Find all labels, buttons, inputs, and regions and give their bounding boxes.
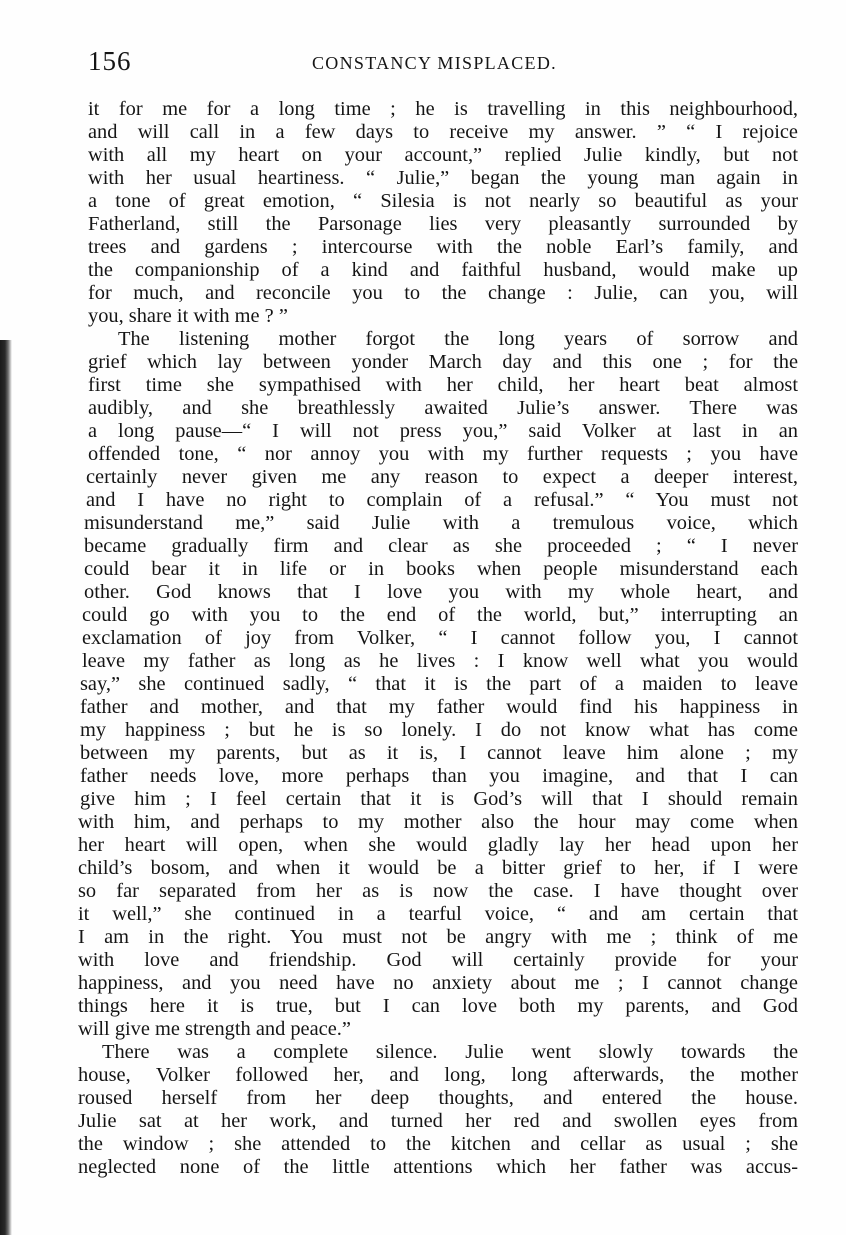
text-line: between my parents, but as it is, I cannot leave him alone ; my: [80, 742, 798, 764]
text-line: a tone of great emotion, “ Silesia is not nearly so beautiful as your: [88, 190, 798, 212]
text-line: her heart will open, when she would gladly lay her head upon her: [78, 834, 798, 856]
text-line: grief which lay between yonder March day and this one ; for the: [88, 351, 798, 373]
text-line: you, share it with me ? ”: [88, 305, 288, 327]
text-line: happiness, and you need have no anxiety about me ; I cannot change: [78, 972, 798, 994]
text-line: offended tone, “ nor annoy you with my further requests ; you have: [88, 443, 798, 465]
text-line: give him ; I feel certain that it is God’s will that I should remain: [80, 788, 798, 810]
text-line: other. God knows that I love you with my whole heart, and: [84, 581, 798, 603]
text-line: with her usual heartiness. “ Julie,” began the young man again in: [88, 167, 798, 189]
text-line: it for me for a long time ; he is travelling in this neighbourhood,: [88, 98, 798, 120]
text-line: will give me strength and peace.”: [78, 1018, 351, 1040]
text-line: leave my father as long as he lives : I know well what you would: [82, 650, 798, 672]
text-line: and I have no right to complain of a refusal.” “ You must not: [86, 489, 798, 511]
text-line: Fatherland, still the Parsonage lies very pleasantly surrounded by: [88, 213, 798, 235]
text-line: father and mother, and that my father would find his happiness in: [80, 696, 798, 718]
text-line: first time she sympathised with her child, her heart beat almost: [88, 374, 798, 396]
text-line: There was a complete silence. Julie went slowly towards the: [102, 1041, 798, 1063]
text-line: my happiness ; but he is so lonely. I do not know what has come: [80, 719, 798, 741]
text-line: with love and friendship. God will certainly provide for your: [78, 949, 798, 971]
text-line: audibly, and she breathlessly awaited Julie’s answer. There was: [88, 397, 798, 419]
text-line: became gradually firm and clear as she proceeded ; “ I never: [84, 535, 798, 557]
text-line: child’s bosom, and when it would be a bitter grief to her, if I were: [78, 857, 798, 879]
text-line: could bear it in life or in books when people misunderstand each: [84, 558, 798, 580]
text-line: say,” she continued sadly, “ that it is the part of a maiden to leave: [80, 673, 798, 695]
text-line: neglected none of the little attentions which her father was accus-: [78, 1156, 798, 1178]
text-line: exclamation of joy from Volker, “ I cannot follow you, I cannot: [82, 627, 798, 649]
text-line: father needs love, more perhaps than you imagine, and that I can: [80, 765, 798, 787]
text-line: trees and gardens ; intercourse with the noble Earl’s family, and: [88, 236, 798, 258]
text-line: I am in the right. You must not be angry with me ; think of me: [78, 926, 798, 948]
text-line: things here it is true, but I can love both my parents, and God: [78, 995, 798, 1017]
text-line: house, Volker followed her, and long, long afterwards, the mother: [78, 1064, 798, 1086]
text-line: and will call in a few days to receive my answer. ” “ I rejoice: [88, 121, 798, 143]
text-line: the window ; she attended to the kitchen and cellar as usual ; she: [78, 1133, 798, 1155]
running-head: [88, 44, 788, 78]
text-line: certainly never given me any reason to expect a deeper interest,: [86, 466, 798, 488]
page-number: 156: [88, 46, 132, 76]
text-line: misunderstand me,” said Julie with a tremulous voice, which: [84, 512, 798, 534]
text-line: it well,” she continued in a tearful voice, “ and am certain that: [78, 903, 798, 925]
body-text: [78, 98, 798, 1179]
text-line: for much, and reconcile you to the change : Julie, can you, will: [88, 282, 798, 304]
text-line: the companionship of a kind and faithful husband, would make up: [88, 259, 798, 281]
text-line: a long pause—“ I will not press you,” said Volker at last in an: [88, 420, 798, 442]
text-line: with all my heart on your account,” replied Julie kindly, but not: [88, 144, 798, 166]
text-line: with him, and perhaps to my mother also the hour may come when: [78, 811, 798, 833]
text-line: so far separated from her as is now the case. I have thought over: [78, 880, 798, 902]
text-line: Julie sat at her work, and turned her red and swollen eyes from: [78, 1110, 798, 1132]
text-line: roused herself from her deep thoughts, and entered the house.: [78, 1087, 798, 1109]
text-line: The listening mother forgot the long years of sorrow and: [118, 328, 798, 350]
text-line: could go with you to the end of the world, but,” interrupting an: [82, 604, 798, 626]
binding-shadow: [0, 340, 12, 1235]
running-title: CONSTANCY MISPLACED.: [312, 53, 557, 73]
